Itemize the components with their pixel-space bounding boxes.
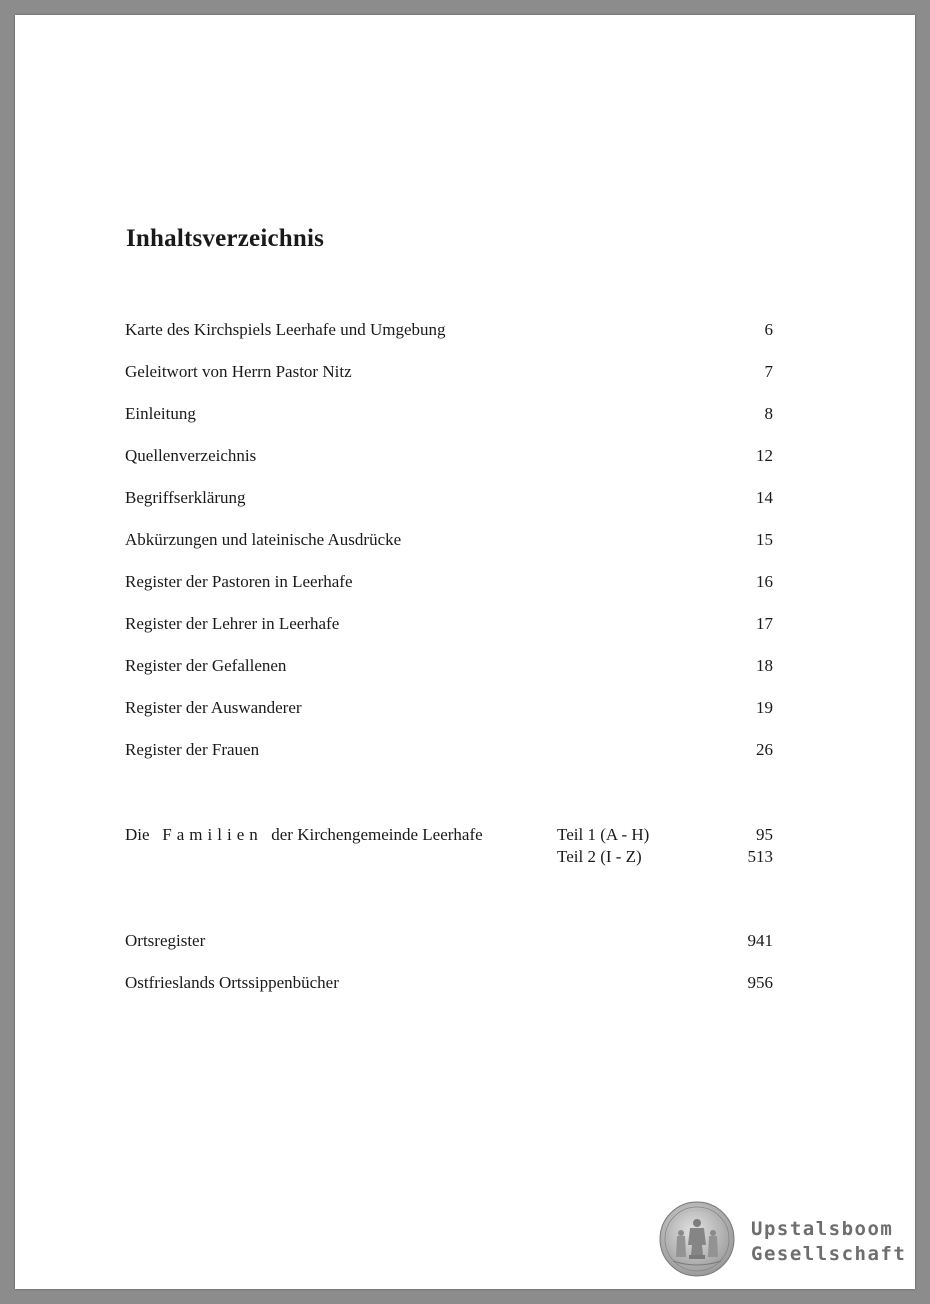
- families-part-label: Teil 1 (A - H): [557, 825, 650, 844]
- toc-entry-label: Register der Frauen: [125, 740, 260, 759]
- toc-entry: [125, 696, 773, 720]
- families-part-label: Teil 2 (I - Z): [557, 847, 642, 866]
- toc-entry-page: 12: [756, 446, 773, 465]
- toc-entry-page: 941: [747, 931, 773, 950]
- families-part-page: 513: [747, 847, 773, 866]
- toc-entry-label: Register der Lehrer in Leerhafe: [125, 614, 340, 633]
- toc-entry: [125, 612, 773, 636]
- toc-entry-label: Karte des Kirchspiels Leerhafe und Umgebung: [125, 320, 446, 339]
- families-entry: [125, 845, 773, 869]
- toc-entry-page: 8: [764, 404, 773, 423]
- toc-entry-page: 14: [756, 488, 773, 507]
- toc-entry-label: Geleitwort von Herrn Pastor Nitz: [125, 362, 352, 381]
- families-entry: [125, 823, 773, 847]
- toc-entry-page: 17: [756, 614, 773, 633]
- toc-entry-page: 16: [756, 572, 773, 591]
- toc-entry-label: Begriffserklärung: [125, 488, 246, 507]
- toc-entry: [125, 929, 773, 953]
- toc-entry-label: Register der Auswanderer: [125, 698, 302, 717]
- toc-entry-label: Ostfrieslands Ortssippenbücher: [125, 973, 339, 992]
- toc-entry: [125, 654, 773, 678]
- toc-entry-label: Register der Gefallenen: [125, 656, 287, 675]
- toc-entry-label: Ortsregister: [125, 931, 206, 950]
- toc-entry-page: 7: [764, 362, 773, 381]
- toc-entry-label: Abkürzungen und lateinische Ausdrücke: [125, 530, 402, 549]
- families-suffix: der Kirchengemeinde Leerhafe: [271, 825, 483, 844]
- toc-entry-label: Register der Pastoren in Leerhafe: [125, 572, 353, 591]
- toc-entry: [125, 360, 773, 384]
- seal-logo-icon: [659, 1201, 735, 1277]
- toc-entry: [125, 318, 773, 342]
- toc-entry-label: Quellenverzeichnis: [125, 446, 257, 465]
- families-prefix: Die: [125, 825, 150, 844]
- toc-entry-page: 26: [756, 740, 773, 759]
- toc-entry-page: 15: [756, 530, 773, 549]
- toc-entry: [125, 738, 773, 762]
- toc-entry: [125, 971, 773, 995]
- document-page: [15, 15, 915, 1289]
- families-part-page: 95: [756, 825, 773, 844]
- toc-entry: [125, 486, 773, 510]
- toc-entry: [125, 528, 773, 552]
- toc-entry: [125, 444, 773, 468]
- toc-entry-page: 6: [764, 320, 773, 339]
- society-name: [751, 1217, 906, 1267]
- toc-entry: [125, 570, 773, 594]
- families-spaced-word: Familien: [162, 825, 263, 844]
- page-title: Inhaltsverzeichnis: [126, 225, 325, 252]
- society-name-line1: Upstalsboom: [751, 1218, 894, 1240]
- toc-entry-page: 18: [756, 656, 773, 675]
- toc-entry-label: Einleitung: [125, 404, 196, 423]
- toc-entry-page: 19: [756, 698, 773, 717]
- families-title: [125, 823, 483, 847]
- society-name-line2: Gesellschaft: [751, 1243, 907, 1265]
- toc-entry: [125, 402, 773, 426]
- toc-entry-page: 956: [747, 973, 773, 992]
